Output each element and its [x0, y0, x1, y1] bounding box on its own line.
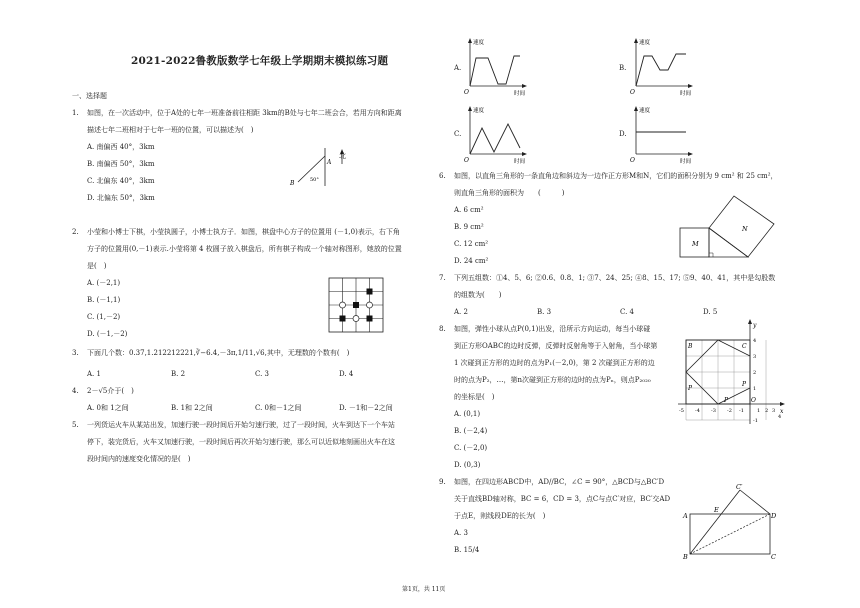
round-piece	[353, 316, 359, 322]
tick-y: 2	[753, 370, 757, 376]
option-a[interactable]: A. 3	[454, 529, 468, 537]
tick-x: 1	[757, 408, 761, 414]
option-c[interactable]: C. (－2,0)	[454, 444, 488, 452]
squares-figure	[676, 186, 780, 262]
option-c[interactable]: C. 北偏东 40°，3km	[87, 177, 155, 185]
question-number: 8.	[439, 325, 446, 333]
question-number: 2.	[72, 228, 79, 236]
question-number: 1.	[72, 109, 79, 117]
question-text: 到正方形OABC的边时反弹，反弹时反射角等于入射角，当小球第	[454, 342, 658, 350]
option-a[interactable]: A. (－2,1)	[87, 279, 121, 287]
option-c[interactable]: C. 12 cm²	[454, 240, 489, 248]
option-c[interactable]: C. (1,－2)	[87, 313, 121, 321]
question-number: 3.	[72, 349, 79, 357]
x-axis-label: 时间	[514, 159, 526, 165]
option-a[interactable]: A. 南偏西 40°，3km	[87, 143, 155, 151]
section-heading: 一、选择题	[72, 92, 107, 100]
question-text: 停下，装完货后，火车又加速行驶，一段时间后再次开始匀速行驶，那么可以近似地刻画出火车在这	[87, 438, 395, 446]
square-m-label: M	[692, 240, 699, 248]
tick-x: 4	[778, 414, 782, 420]
point-b-label: B	[290, 180, 295, 187]
point-a-label: A	[683, 512, 688, 520]
question-text: 下列五组数：①4、5、6; ②0.6、0.8、1; ③7、24、25; ④8、15、17; ⑤9、40、41，其中是勾股数	[454, 274, 776, 282]
point-p2-label: P	[724, 397, 729, 404]
speed-time-graph-c	[462, 104, 530, 166]
option-d[interactable]: D. 24 cm²	[454, 257, 489, 265]
option-d[interactable]: D. 4	[339, 370, 354, 378]
coordinate-grid-figure	[676, 318, 788, 426]
tick-x: -4	[695, 408, 700, 414]
question-text: 是( )	[87, 262, 107, 270]
point-d-label: D	[771, 512, 777, 520]
tick-x: -2	[727, 408, 732, 414]
question-number: 7.	[439, 274, 446, 282]
square-piece	[340, 316, 346, 322]
option-b[interactable]: B. 15/4	[454, 546, 480, 554]
question-text: 如图，在一次活动中，位于A处的七年一班准备前往相距 3km的B处与七年二班会合，若用方向和距离	[87, 109, 402, 117]
tick-y: 4	[753, 338, 757, 344]
speed-time-graph-d	[628, 104, 696, 166]
option-a[interactable]: A. 6 cm²	[454, 206, 484, 214]
tick-x: 2	[765, 408, 769, 414]
option-b[interactable]: B. 9 cm²	[454, 223, 484, 231]
point-b-label: B	[688, 343, 693, 350]
option-b[interactable]: B. 南偏西 50°，3km	[87, 160, 155, 168]
graph-option-c[interactable]: C.	[454, 130, 462, 138]
option-b[interactable]: B. (－1,1)	[87, 296, 121, 304]
option-a[interactable]: A. (0,1)	[454, 410, 481, 418]
square-piece	[367, 316, 373, 322]
tick-x: -5	[679, 408, 684, 414]
point-c-label: C	[771, 553, 776, 561]
question-text: 1 次碰到正方形的边时的点为P₁(－2,0)，第 2 次碰到正方形的边	[454, 359, 655, 367]
question-text: 则直角三角形的面积为 ( )	[454, 189, 565, 197]
question-text: 方子的位置用(0,－1)表示.小莹将第 4 枚圆子放入棋盘后，所有棋子构成一个轴对称图形，她放的位置	[87, 245, 402, 253]
option-d[interactable]: D. 北偏东 50°，3km	[87, 194, 155, 202]
question-text: 于点E，则线段DE的长为( )	[454, 512, 546, 520]
question-number: 9.	[439, 478, 446, 486]
y-axis-label: 速度	[473, 40, 485, 46]
round-piece	[340, 302, 346, 308]
x-axis-label: 时间	[680, 91, 692, 97]
option-a[interactable]: A. 2	[454, 308, 468, 316]
question-text: 的坐标是( )	[454, 393, 495, 401]
question-text: 如图，在四边形ABCD中，AD//BC，∠C = 90°，△BCD与△BC′D	[454, 478, 665, 486]
quadrilateral-figure	[680, 482, 780, 562]
option-b[interactable]: B. 1和 2之间	[171, 404, 213, 412]
y-axis-label: 速度	[473, 108, 485, 114]
origin-label: O	[630, 89, 635, 96]
question-text: 2－√5介于( )	[87, 387, 134, 395]
north-label: 北	[339, 152, 346, 160]
point-p1-label: P	[688, 385, 693, 392]
option-c[interactable]: C. 0和－1之间	[255, 404, 302, 412]
question-number: 6.	[439, 172, 446, 180]
graph-option-a[interactable]: A.	[454, 64, 462, 72]
square-n-label: N	[742, 225, 748, 233]
question-number: 5.	[72, 421, 79, 429]
question-text: 段时间内的速度变化情况的是( )	[87, 455, 191, 463]
option-c[interactable]: C. 4	[620, 308, 635, 316]
option-a[interactable]: A. 1	[87, 370, 101, 378]
point-a-label: A	[327, 159, 332, 166]
tick-x: -1	[739, 408, 744, 414]
origin-label: O	[751, 397, 756, 404]
angle-label: 50°	[310, 177, 319, 183]
origin-label: O	[464, 89, 469, 96]
option-c[interactable]: C. 3	[255, 370, 270, 378]
point-c-prime-label: C′	[736, 483, 743, 491]
y-axis-label: 速度	[639, 40, 651, 46]
direction-figure	[283, 144, 363, 190]
tick-y: -1	[753, 418, 758, 424]
question-text: 一列货运火车从某站出发，加速行驶一段时间后开始匀速行驶，过了一段时间，火车到达下一个车站	[87, 421, 395, 429]
question-number: 4.	[72, 387, 79, 395]
origin-label: O	[464, 157, 469, 164]
question-text: 描述七年二班相对于七年一班的位置，可以描述为( )	[87, 126, 254, 134]
x-axis-label: 时间	[514, 91, 526, 97]
x-axis-letter: x	[780, 408, 784, 415]
round-piece	[367, 302, 373, 308]
origin-label: O	[630, 157, 635, 164]
option-a[interactable]: A. 0和 1之间	[87, 404, 129, 412]
square-piece	[367, 289, 373, 295]
option-d[interactable]: D. (－1,－2)	[87, 330, 128, 338]
graph-option-d[interactable]: D.	[619, 130, 627, 138]
option-d[interactable]: D. 5	[703, 308, 718, 316]
question-text: 如图，弹性小球从点P(0,1)出发，沿所示方向运动，每当小球碰	[454, 325, 651, 333]
page-number: 第1页，共 11页	[402, 586, 446, 593]
option-b[interactable]: B. 2	[171, 370, 186, 378]
tick-y: 3	[753, 354, 757, 360]
tick-x: -3	[711, 408, 716, 414]
question-text: 关于直线BD轴对称，BC = 6，CD = 3，点C与点C′对应，BC′交AD	[454, 495, 671, 503]
tick-x: 3	[772, 408, 776, 414]
page-title: 2021-2022鲁教版数学七年级上学期期末模拟练习题	[131, 55, 389, 67]
graph-option-b[interactable]: B.	[619, 64, 627, 72]
chessboard-figure	[325, 274, 387, 336]
question-text: 如图，以直角三角形的一条直角边和斜边为一边作正方形M和N，它们的面积分别为 9 cm² 和 25 cm²，	[454, 172, 778, 180]
tick-y: 1	[753, 386, 757, 392]
option-d[interactable]: D. (0,3)	[454, 461, 481, 469]
point-p-label: P	[742, 381, 747, 388]
y-axis-letter: y	[753, 322, 757, 329]
question-text: 的组数为( )	[454, 291, 502, 299]
option-b[interactable]: B. 3	[537, 308, 552, 316]
question-text: 时的点为P₂，…，第n次碰到正方形的边时的点为Pₙ，则点P₂₀₂₀	[454, 376, 651, 384]
option-d[interactable]: D. －1和－2之间	[339, 404, 393, 412]
point-e-label: E	[714, 506, 719, 514]
point-c-label: C	[742, 343, 747, 350]
speed-time-graph-b	[628, 36, 696, 98]
square-piece	[353, 302, 359, 308]
speed-time-graph-a	[462, 36, 530, 98]
question-text: 小莹和小博士下棋，小莹执圆子，小博士执方子．如图，棋盘中心方子的位置用 (－1,0)表示，右下角	[87, 228, 400, 236]
option-b[interactable]: B. (－2,4)	[454, 427, 488, 435]
question-text: 下面几个数：0.37,1.212212221,∛−6.4,－3π,1/11,√6,其中，无理数的个数有( )	[87, 349, 350, 357]
point-b-label: B	[683, 553, 688, 561]
y-axis-label: 速度	[639, 108, 651, 114]
x-axis-label: 时间	[680, 159, 692, 165]
